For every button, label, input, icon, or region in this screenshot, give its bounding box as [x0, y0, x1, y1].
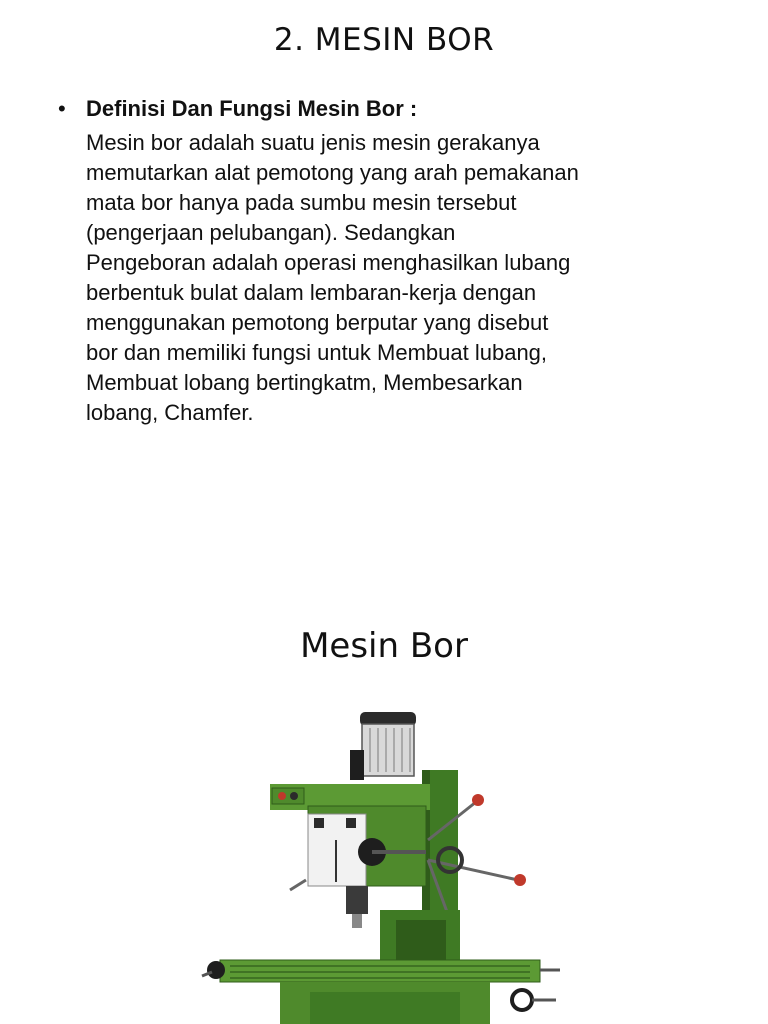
slide-machine-image: [0, 560, 768, 1024]
bullet-item: [58, 94, 718, 428]
body-line: lobang, Chamfer.: [86, 400, 254, 425]
body-line: (pengerjaan pelubangan). Sedangkan: [86, 220, 456, 245]
slide-title: Mesin Bor: [300, 626, 468, 666]
page-title: 2. MESIN BOR: [273, 22, 495, 58]
body-line: Pengeboran adalah operasi menghasilkan lubang: [86, 250, 571, 275]
body-line: menggunakan pemotong berputar yang disebut: [86, 310, 549, 335]
bullet-marker: •: [58, 96, 66, 121]
body-line: mata bor hanya pada sumbu mesin tersebut: [86, 190, 517, 215]
bullet-heading-text: Definisi Dan Fungsi Mesin Bor :: [86, 96, 418, 121]
bullet-heading: [58, 94, 718, 124]
bullet-body: [86, 128, 718, 428]
body-line: bor dan memiliki fungsi untuk Membuat lubang,: [86, 340, 548, 365]
body-line: memutarkan alat pemotong yang arah pemakanan: [86, 160, 579, 185]
body-line: Mesin bor adalah suatu jenis mesin gerakanya: [86, 130, 540, 155]
milling-drill-machine-icon: [200, 710, 570, 1024]
body-line: berbentuk bulat dalam lembaran-kerja dengan: [86, 280, 537, 305]
body-line: Membuat lobang bertingkatm, Membesarkan: [86, 370, 523, 395]
